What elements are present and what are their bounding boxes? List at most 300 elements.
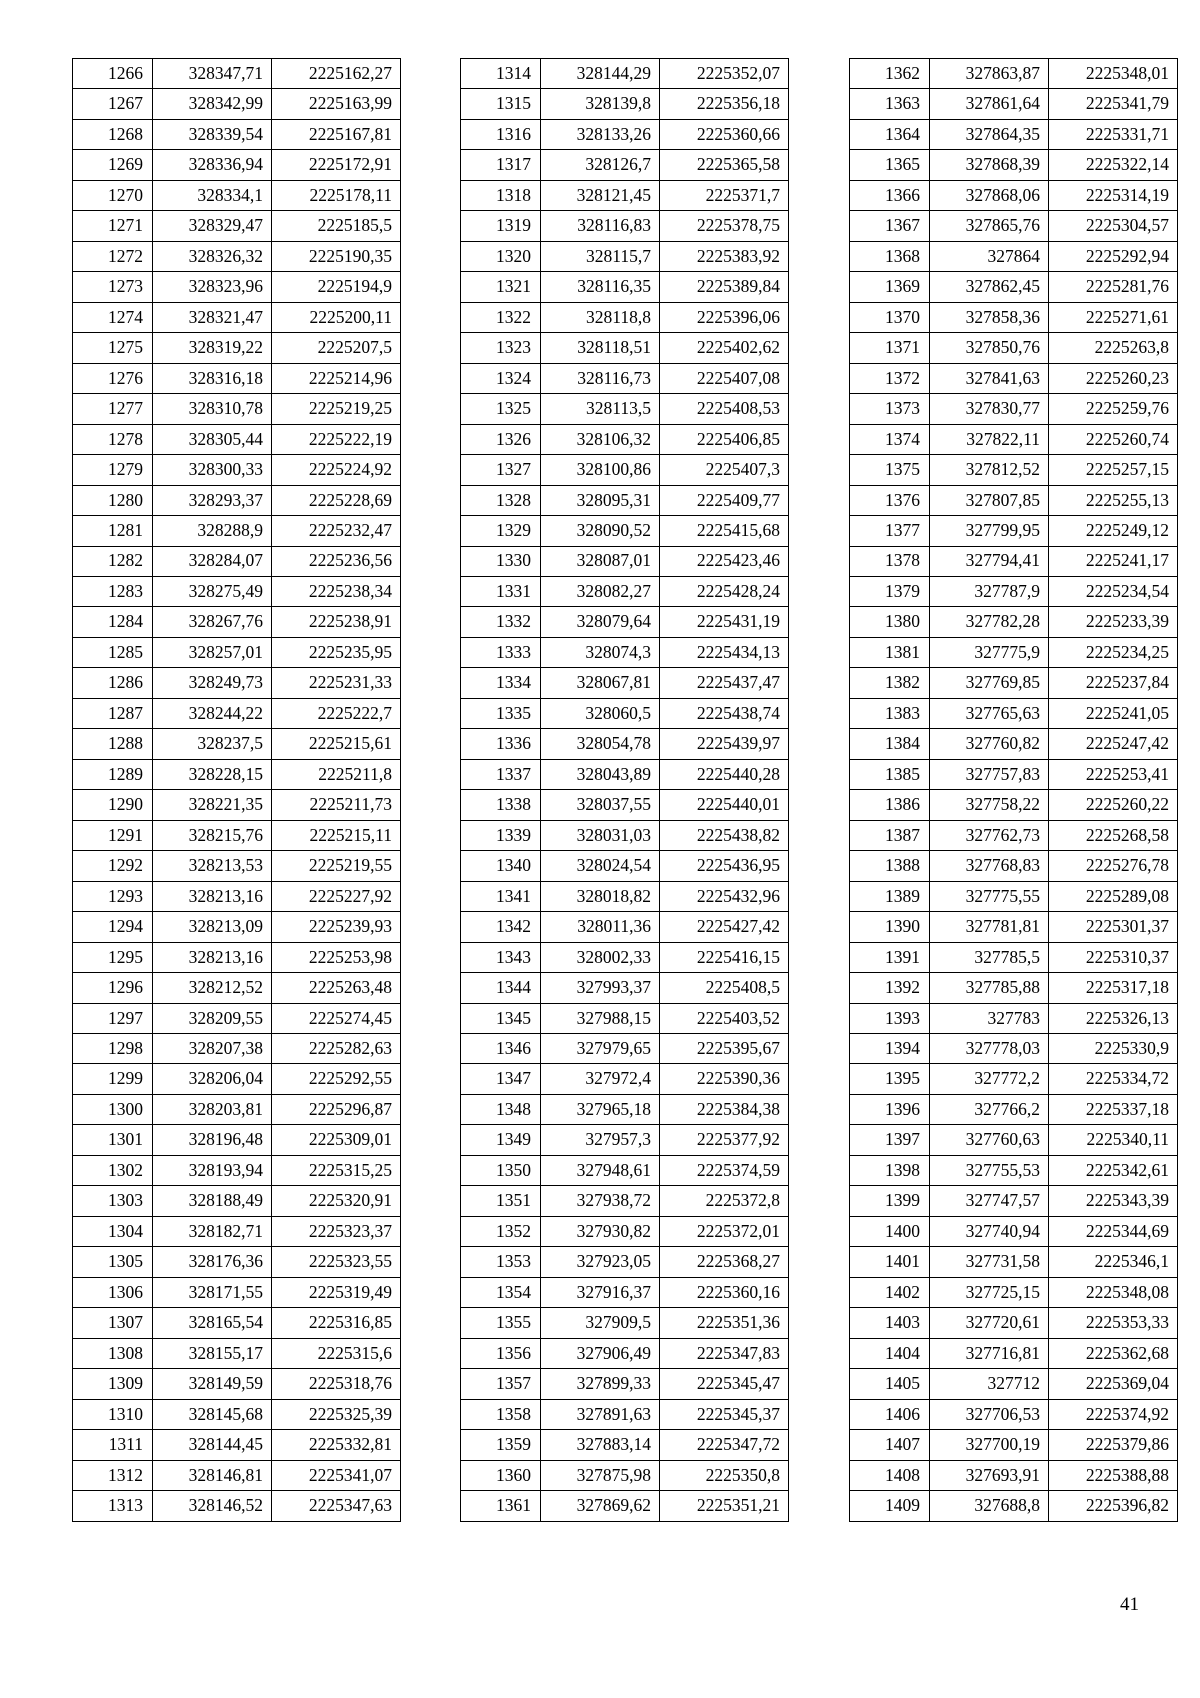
x-coordinate-cell: 327772,2 bbox=[930, 1064, 1049, 1094]
table-row bbox=[850, 1338, 1178, 1368]
y-coordinate-cell: 2225432,96 bbox=[660, 881, 789, 911]
table-row bbox=[461, 1216, 789, 1246]
y-coordinate-cell: 2225348,01 bbox=[1049, 59, 1178, 89]
x-coordinate-cell: 327760,63 bbox=[930, 1125, 1049, 1155]
table-row bbox=[461, 1186, 789, 1216]
point-number-cell: 1299 bbox=[73, 1064, 153, 1094]
y-coordinate-cell: 2225440,28 bbox=[660, 759, 789, 789]
y-coordinate-cell: 2225326,13 bbox=[1049, 1003, 1178, 1033]
x-coordinate-cell: 328213,16 bbox=[153, 942, 272, 972]
table-row bbox=[461, 1125, 789, 1155]
x-coordinate-cell: 328215,76 bbox=[153, 820, 272, 850]
y-coordinate-cell: 2225371,7 bbox=[660, 180, 789, 210]
table-row bbox=[73, 516, 401, 546]
x-coordinate-cell: 327979,65 bbox=[541, 1034, 660, 1064]
point-number-cell: 1367 bbox=[850, 211, 930, 241]
point-number-cell: 1308 bbox=[73, 1338, 153, 1368]
y-coordinate-cell: 2225292,55 bbox=[272, 1064, 401, 1094]
y-coordinate-cell: 2225340,11 bbox=[1049, 1125, 1178, 1155]
x-coordinate-cell: 328300,33 bbox=[153, 455, 272, 485]
y-coordinate-cell: 2225282,63 bbox=[272, 1034, 401, 1064]
y-coordinate-cell: 2225194,9 bbox=[272, 272, 401, 302]
point-number-cell: 1386 bbox=[850, 790, 930, 820]
y-coordinate-cell: 2225167,81 bbox=[272, 119, 401, 149]
point-number-cell: 1293 bbox=[73, 881, 153, 911]
point-number-cell: 1355 bbox=[461, 1308, 541, 1338]
y-coordinate-cell: 2225318,76 bbox=[272, 1369, 401, 1399]
y-coordinate-cell: 2225263,8 bbox=[1049, 333, 1178, 363]
point-number-cell: 1307 bbox=[73, 1308, 153, 1338]
x-coordinate-cell: 327740,94 bbox=[930, 1216, 1049, 1246]
x-coordinate-cell: 328074,3 bbox=[541, 637, 660, 667]
y-coordinate-cell: 2225172,91 bbox=[272, 150, 401, 180]
table-row bbox=[461, 576, 789, 606]
y-coordinate-cell: 2225345,37 bbox=[660, 1399, 789, 1429]
table-row bbox=[73, 333, 401, 363]
point-number-cell: 1364 bbox=[850, 119, 930, 149]
table-row bbox=[461, 455, 789, 485]
point-number-cell: 1405 bbox=[850, 1369, 930, 1399]
y-coordinate-cell: 2225352,07 bbox=[660, 59, 789, 89]
table-row bbox=[73, 1155, 401, 1185]
table-row bbox=[73, 942, 401, 972]
table-row bbox=[850, 1216, 1178, 1246]
x-coordinate-cell: 327807,85 bbox=[930, 485, 1049, 515]
x-coordinate-cell: 327762,73 bbox=[930, 820, 1049, 850]
point-number-cell: 1361 bbox=[461, 1491, 541, 1521]
table-row bbox=[850, 1186, 1178, 1216]
x-coordinate-cell: 327850,76 bbox=[930, 333, 1049, 363]
table-row bbox=[73, 576, 401, 606]
x-coordinate-cell: 328316,18 bbox=[153, 363, 272, 393]
y-coordinate-cell: 2225402,62 bbox=[660, 333, 789, 363]
table-row bbox=[73, 1094, 401, 1124]
table-row bbox=[461, 698, 789, 728]
table-row bbox=[850, 59, 1178, 89]
table-row bbox=[73, 394, 401, 424]
y-coordinate-cell: 2225396,06 bbox=[660, 302, 789, 332]
point-number-cell: 1332 bbox=[461, 607, 541, 637]
point-number-cell: 1309 bbox=[73, 1369, 153, 1399]
x-coordinate-cell: 328293,37 bbox=[153, 485, 272, 515]
x-coordinate-cell: 328118,8 bbox=[541, 302, 660, 332]
table-row bbox=[73, 729, 401, 759]
point-number-cell: 1323 bbox=[461, 333, 541, 363]
x-coordinate-cell: 328145,68 bbox=[153, 1399, 272, 1429]
table-row bbox=[850, 89, 1178, 119]
point-number-cell: 1339 bbox=[461, 820, 541, 850]
x-coordinate-cell: 328213,09 bbox=[153, 912, 272, 942]
table-row bbox=[850, 790, 1178, 820]
x-coordinate-cell: 327769,85 bbox=[930, 668, 1049, 698]
table-row bbox=[73, 211, 401, 241]
x-coordinate-cell: 327778,03 bbox=[930, 1034, 1049, 1064]
y-coordinate-cell: 2225235,95 bbox=[272, 637, 401, 667]
x-coordinate-cell: 328165,54 bbox=[153, 1308, 272, 1338]
y-coordinate-cell: 2225436,95 bbox=[660, 851, 789, 881]
y-coordinate-cell: 2225241,05 bbox=[1049, 698, 1178, 728]
y-coordinate-cell: 2225360,16 bbox=[660, 1277, 789, 1307]
x-coordinate-cell: 328305,44 bbox=[153, 424, 272, 454]
point-number-cell: 1356 bbox=[461, 1338, 541, 1368]
x-coordinate-cell: 327993,37 bbox=[541, 973, 660, 1003]
table-row bbox=[850, 942, 1178, 972]
x-coordinate-cell: 328133,26 bbox=[541, 119, 660, 149]
table-row bbox=[461, 1369, 789, 1399]
x-coordinate-cell: 327785,5 bbox=[930, 942, 1049, 972]
y-coordinate-cell: 2225227,92 bbox=[272, 881, 401, 911]
coordinate-table-2 bbox=[460, 58, 789, 1522]
point-number-cell: 1391 bbox=[850, 942, 930, 972]
x-coordinate-cell: 327868,39 bbox=[930, 150, 1049, 180]
x-coordinate-cell: 327883,14 bbox=[541, 1430, 660, 1460]
point-number-cell: 1269 bbox=[73, 150, 153, 180]
y-coordinate-cell: 2225390,36 bbox=[660, 1064, 789, 1094]
point-number-cell: 1352 bbox=[461, 1216, 541, 1246]
point-number-cell: 1328 bbox=[461, 485, 541, 515]
point-number-cell: 1305 bbox=[73, 1247, 153, 1277]
table-row bbox=[73, 1308, 401, 1338]
y-coordinate-cell: 2225162,27 bbox=[272, 59, 401, 89]
point-number-cell: 1291 bbox=[73, 820, 153, 850]
y-coordinate-cell: 2225315,25 bbox=[272, 1155, 401, 1185]
table-row bbox=[73, 1460, 401, 1490]
point-number-cell: 1393 bbox=[850, 1003, 930, 1033]
y-coordinate-cell: 2225323,55 bbox=[272, 1247, 401, 1277]
point-number-cell: 1278 bbox=[73, 424, 153, 454]
y-coordinate-cell: 2225228,69 bbox=[272, 485, 401, 515]
y-coordinate-cell: 2225231,33 bbox=[272, 668, 401, 698]
y-coordinate-cell: 2225289,08 bbox=[1049, 881, 1178, 911]
table-row bbox=[73, 150, 401, 180]
y-coordinate-cell: 2225238,34 bbox=[272, 576, 401, 606]
point-number-cell: 1368 bbox=[850, 241, 930, 271]
point-number-cell: 1302 bbox=[73, 1155, 153, 1185]
table-row bbox=[73, 820, 401, 850]
point-number-cell: 1338 bbox=[461, 790, 541, 820]
point-number-cell: 1327 bbox=[461, 455, 541, 485]
table-row bbox=[73, 302, 401, 332]
table-row bbox=[850, 1034, 1178, 1064]
point-number-cell: 1377 bbox=[850, 516, 930, 546]
point-number-cell: 1310 bbox=[73, 1399, 153, 1429]
table-row bbox=[461, 759, 789, 789]
y-coordinate-cell: 2225234,25 bbox=[1049, 637, 1178, 667]
point-number-cell: 1379 bbox=[850, 576, 930, 606]
x-coordinate-cell: 327830,77 bbox=[930, 394, 1049, 424]
x-coordinate-cell: 328011,36 bbox=[541, 912, 660, 942]
point-number-cell: 1319 bbox=[461, 211, 541, 241]
x-coordinate-cell: 328326,32 bbox=[153, 241, 272, 271]
x-coordinate-cell: 328002,33 bbox=[541, 942, 660, 972]
point-number-cell: 1357 bbox=[461, 1369, 541, 1399]
table-row bbox=[850, 637, 1178, 667]
y-coordinate-cell: 2225215,61 bbox=[272, 729, 401, 759]
y-coordinate-cell: 2225353,33 bbox=[1049, 1308, 1178, 1338]
table-row bbox=[73, 59, 401, 89]
x-coordinate-cell: 328115,7 bbox=[541, 241, 660, 271]
x-coordinate-cell: 328060,5 bbox=[541, 698, 660, 728]
y-coordinate-cell: 2225438,82 bbox=[660, 820, 789, 850]
y-coordinate-cell: 2225334,72 bbox=[1049, 1064, 1178, 1094]
x-coordinate-cell: 327988,15 bbox=[541, 1003, 660, 1033]
x-coordinate-cell: 328116,83 bbox=[541, 211, 660, 241]
table-body bbox=[850, 59, 1178, 1522]
point-number-cell: 1402 bbox=[850, 1277, 930, 1307]
y-coordinate-cell: 2225365,58 bbox=[660, 150, 789, 180]
table-row bbox=[461, 1277, 789, 1307]
point-number-cell: 1374 bbox=[850, 424, 930, 454]
x-coordinate-cell: 327864,35 bbox=[930, 119, 1049, 149]
y-coordinate-cell: 2225304,57 bbox=[1049, 211, 1178, 241]
point-number-cell: 1407 bbox=[850, 1430, 930, 1460]
y-coordinate-cell: 2225369,04 bbox=[1049, 1369, 1178, 1399]
y-coordinate-cell: 2225239,93 bbox=[272, 912, 401, 942]
y-coordinate-cell: 2225374,59 bbox=[660, 1155, 789, 1185]
table-row bbox=[850, 119, 1178, 149]
x-coordinate-cell: 328207,38 bbox=[153, 1034, 272, 1064]
point-number-cell: 1354 bbox=[461, 1277, 541, 1307]
table-row bbox=[461, 607, 789, 637]
y-coordinate-cell: 2225271,61 bbox=[1049, 302, 1178, 332]
x-coordinate-cell: 328206,04 bbox=[153, 1064, 272, 1094]
table-row bbox=[461, 516, 789, 546]
point-number-cell: 1347 bbox=[461, 1064, 541, 1094]
x-coordinate-cell: 327731,58 bbox=[930, 1247, 1049, 1277]
x-coordinate-cell: 327875,98 bbox=[541, 1460, 660, 1490]
y-coordinate-cell: 2225309,01 bbox=[272, 1125, 401, 1155]
table-row bbox=[461, 881, 789, 911]
x-coordinate-cell: 328249,73 bbox=[153, 668, 272, 698]
table-row bbox=[73, 881, 401, 911]
y-coordinate-cell: 2225249,12 bbox=[1049, 516, 1178, 546]
table-row bbox=[850, 1094, 1178, 1124]
table-row bbox=[850, 455, 1178, 485]
x-coordinate-cell: 327923,05 bbox=[541, 1247, 660, 1277]
y-coordinate-cell: 2225348,08 bbox=[1049, 1277, 1178, 1307]
point-number-cell: 1304 bbox=[73, 1216, 153, 1246]
point-number-cell: 1274 bbox=[73, 302, 153, 332]
x-coordinate-cell: 328067,81 bbox=[541, 668, 660, 698]
x-coordinate-cell: 328149,59 bbox=[153, 1369, 272, 1399]
point-number-cell: 1341 bbox=[461, 881, 541, 911]
table-row bbox=[73, 698, 401, 728]
x-coordinate-cell: 327700,19 bbox=[930, 1430, 1049, 1460]
y-coordinate-cell: 2225320,91 bbox=[272, 1186, 401, 1216]
table-row bbox=[461, 912, 789, 942]
x-coordinate-cell: 327862,45 bbox=[930, 272, 1049, 302]
point-number-cell: 1399 bbox=[850, 1186, 930, 1216]
y-coordinate-cell: 2225163,99 bbox=[272, 89, 401, 119]
y-coordinate-cell: 2225331,71 bbox=[1049, 119, 1178, 149]
x-coordinate-cell: 328090,52 bbox=[541, 516, 660, 546]
x-coordinate-cell: 328267,76 bbox=[153, 607, 272, 637]
x-coordinate-cell: 328100,86 bbox=[541, 455, 660, 485]
y-coordinate-cell: 2225314,19 bbox=[1049, 180, 1178, 210]
x-coordinate-cell: 328018,82 bbox=[541, 881, 660, 911]
x-coordinate-cell: 327716,81 bbox=[930, 1338, 1049, 1368]
y-coordinate-cell: 2225238,91 bbox=[272, 607, 401, 637]
table-row bbox=[461, 272, 789, 302]
point-number-cell: 1342 bbox=[461, 912, 541, 942]
y-coordinate-cell: 2225190,35 bbox=[272, 241, 401, 271]
table-row bbox=[850, 881, 1178, 911]
point-number-cell: 1392 bbox=[850, 973, 930, 1003]
y-coordinate-cell: 2225323,37 bbox=[272, 1216, 401, 1246]
table-row bbox=[461, 241, 789, 271]
table-row bbox=[850, 333, 1178, 363]
table-row bbox=[850, 302, 1178, 332]
point-number-cell: 1373 bbox=[850, 394, 930, 424]
x-coordinate-cell: 327965,18 bbox=[541, 1094, 660, 1124]
x-coordinate-cell: 327688,8 bbox=[930, 1491, 1049, 1521]
y-coordinate-cell: 2225350,8 bbox=[660, 1460, 789, 1490]
x-coordinate-cell: 327972,4 bbox=[541, 1064, 660, 1094]
y-coordinate-cell: 2225438,74 bbox=[660, 698, 789, 728]
y-coordinate-cell: 2225232,47 bbox=[272, 516, 401, 546]
x-coordinate-cell: 328144,29 bbox=[541, 59, 660, 89]
point-number-cell: 1376 bbox=[850, 485, 930, 515]
y-coordinate-cell: 2225281,76 bbox=[1049, 272, 1178, 302]
table-row bbox=[73, 485, 401, 515]
point-number-cell: 1384 bbox=[850, 729, 930, 759]
table-row bbox=[73, 1430, 401, 1460]
x-coordinate-cell: 327712 bbox=[930, 1369, 1049, 1399]
point-number-cell: 1292 bbox=[73, 851, 153, 881]
y-coordinate-cell: 2225292,94 bbox=[1049, 241, 1178, 271]
y-coordinate-cell: 2225276,78 bbox=[1049, 851, 1178, 881]
y-coordinate-cell: 2225344,69 bbox=[1049, 1216, 1178, 1246]
table-row bbox=[850, 211, 1178, 241]
y-coordinate-cell: 2225260,22 bbox=[1049, 790, 1178, 820]
table-row bbox=[850, 1430, 1178, 1460]
x-coordinate-cell: 328329,47 bbox=[153, 211, 272, 241]
y-coordinate-cell: 2225434,13 bbox=[660, 637, 789, 667]
table-row bbox=[73, 180, 401, 210]
y-coordinate-cell: 2225215,11 bbox=[272, 820, 401, 850]
y-coordinate-cell: 2225378,75 bbox=[660, 211, 789, 241]
x-coordinate-cell: 328144,45 bbox=[153, 1430, 272, 1460]
x-coordinate-cell: 327775,55 bbox=[930, 881, 1049, 911]
table-row bbox=[73, 424, 401, 454]
table-row bbox=[850, 546, 1178, 576]
x-coordinate-cell: 327864 bbox=[930, 241, 1049, 271]
point-number-cell: 1300 bbox=[73, 1094, 153, 1124]
point-number-cell: 1383 bbox=[850, 698, 930, 728]
x-coordinate-cell: 328336,94 bbox=[153, 150, 272, 180]
x-coordinate-cell: 328031,03 bbox=[541, 820, 660, 850]
table-row bbox=[850, 363, 1178, 393]
page-number: 41 bbox=[1120, 1594, 1139, 1615]
table-row bbox=[850, 851, 1178, 881]
point-number-cell: 1285 bbox=[73, 637, 153, 667]
x-coordinate-cell: 328024,54 bbox=[541, 851, 660, 881]
point-number-cell: 1409 bbox=[850, 1491, 930, 1521]
table-row bbox=[461, 180, 789, 210]
point-number-cell: 1395 bbox=[850, 1064, 930, 1094]
y-coordinate-cell: 2225253,98 bbox=[272, 942, 401, 972]
table-row bbox=[850, 668, 1178, 698]
point-number-cell: 1329 bbox=[461, 516, 541, 546]
point-number-cell: 1324 bbox=[461, 363, 541, 393]
y-coordinate-cell: 2225389,84 bbox=[660, 272, 789, 302]
point-number-cell: 1390 bbox=[850, 912, 930, 942]
x-coordinate-cell: 328288,9 bbox=[153, 516, 272, 546]
point-number-cell: 1317 bbox=[461, 150, 541, 180]
x-coordinate-cell: 327693,91 bbox=[930, 1460, 1049, 1490]
x-coordinate-cell: 328334,1 bbox=[153, 180, 272, 210]
table-row bbox=[850, 1277, 1178, 1307]
x-coordinate-cell: 327891,63 bbox=[541, 1399, 660, 1429]
point-number-cell: 1270 bbox=[73, 180, 153, 210]
x-coordinate-cell: 328171,55 bbox=[153, 1277, 272, 1307]
point-number-cell: 1287 bbox=[73, 698, 153, 728]
table-row bbox=[850, 1491, 1178, 1521]
y-coordinate-cell: 2225346,1 bbox=[1049, 1247, 1178, 1277]
table-row bbox=[850, 394, 1178, 424]
table-row bbox=[461, 363, 789, 393]
table-row bbox=[73, 1491, 401, 1521]
table-row bbox=[73, 790, 401, 820]
y-coordinate-cell: 2225310,37 bbox=[1049, 942, 1178, 972]
table-row bbox=[461, 790, 789, 820]
y-coordinate-cell: 2225423,46 bbox=[660, 546, 789, 576]
table-row bbox=[850, 576, 1178, 606]
table-row bbox=[461, 1155, 789, 1185]
point-number-cell: 1400 bbox=[850, 1216, 930, 1246]
x-coordinate-cell: 328339,54 bbox=[153, 119, 272, 149]
table-row bbox=[73, 1277, 401, 1307]
y-coordinate-cell: 2225415,68 bbox=[660, 516, 789, 546]
table-row bbox=[73, 455, 401, 485]
x-coordinate-cell: 328182,71 bbox=[153, 1216, 272, 1246]
x-coordinate-cell: 328095,31 bbox=[541, 485, 660, 515]
y-coordinate-cell: 2225431,19 bbox=[660, 607, 789, 637]
x-coordinate-cell: 327766,2 bbox=[930, 1094, 1049, 1124]
table-row bbox=[73, 637, 401, 667]
x-coordinate-cell: 328347,71 bbox=[153, 59, 272, 89]
point-number-cell: 1366 bbox=[850, 180, 930, 210]
point-number-cell: 1375 bbox=[850, 455, 930, 485]
table-body bbox=[461, 59, 789, 1522]
y-coordinate-cell: 2225211,8 bbox=[272, 759, 401, 789]
y-coordinate-cell: 2225343,39 bbox=[1049, 1186, 1178, 1216]
y-coordinate-cell: 2225407,3 bbox=[660, 455, 789, 485]
y-coordinate-cell: 2225317,18 bbox=[1049, 973, 1178, 1003]
table-row bbox=[850, 973, 1178, 1003]
y-coordinate-cell: 2225408,53 bbox=[660, 394, 789, 424]
x-coordinate-cell: 327861,64 bbox=[930, 89, 1049, 119]
point-number-cell: 1290 bbox=[73, 790, 153, 820]
table-row bbox=[461, 89, 789, 119]
table-row bbox=[461, 333, 789, 363]
point-number-cell: 1316 bbox=[461, 119, 541, 149]
table-row bbox=[73, 607, 401, 637]
x-coordinate-cell: 327799,95 bbox=[930, 516, 1049, 546]
y-coordinate-cell: 2225332,81 bbox=[272, 1430, 401, 1460]
point-number-cell: 1394 bbox=[850, 1034, 930, 1064]
table-row bbox=[73, 1125, 401, 1155]
point-number-cell: 1311 bbox=[73, 1430, 153, 1460]
table-row bbox=[73, 912, 401, 942]
y-coordinate-cell: 2225316,85 bbox=[272, 1308, 401, 1338]
y-coordinate-cell: 2225439,97 bbox=[660, 729, 789, 759]
table-row bbox=[73, 759, 401, 789]
table-row bbox=[461, 1094, 789, 1124]
table-row bbox=[73, 1399, 401, 1429]
y-coordinate-cell: 2225259,76 bbox=[1049, 394, 1178, 424]
table-row bbox=[73, 1003, 401, 1033]
